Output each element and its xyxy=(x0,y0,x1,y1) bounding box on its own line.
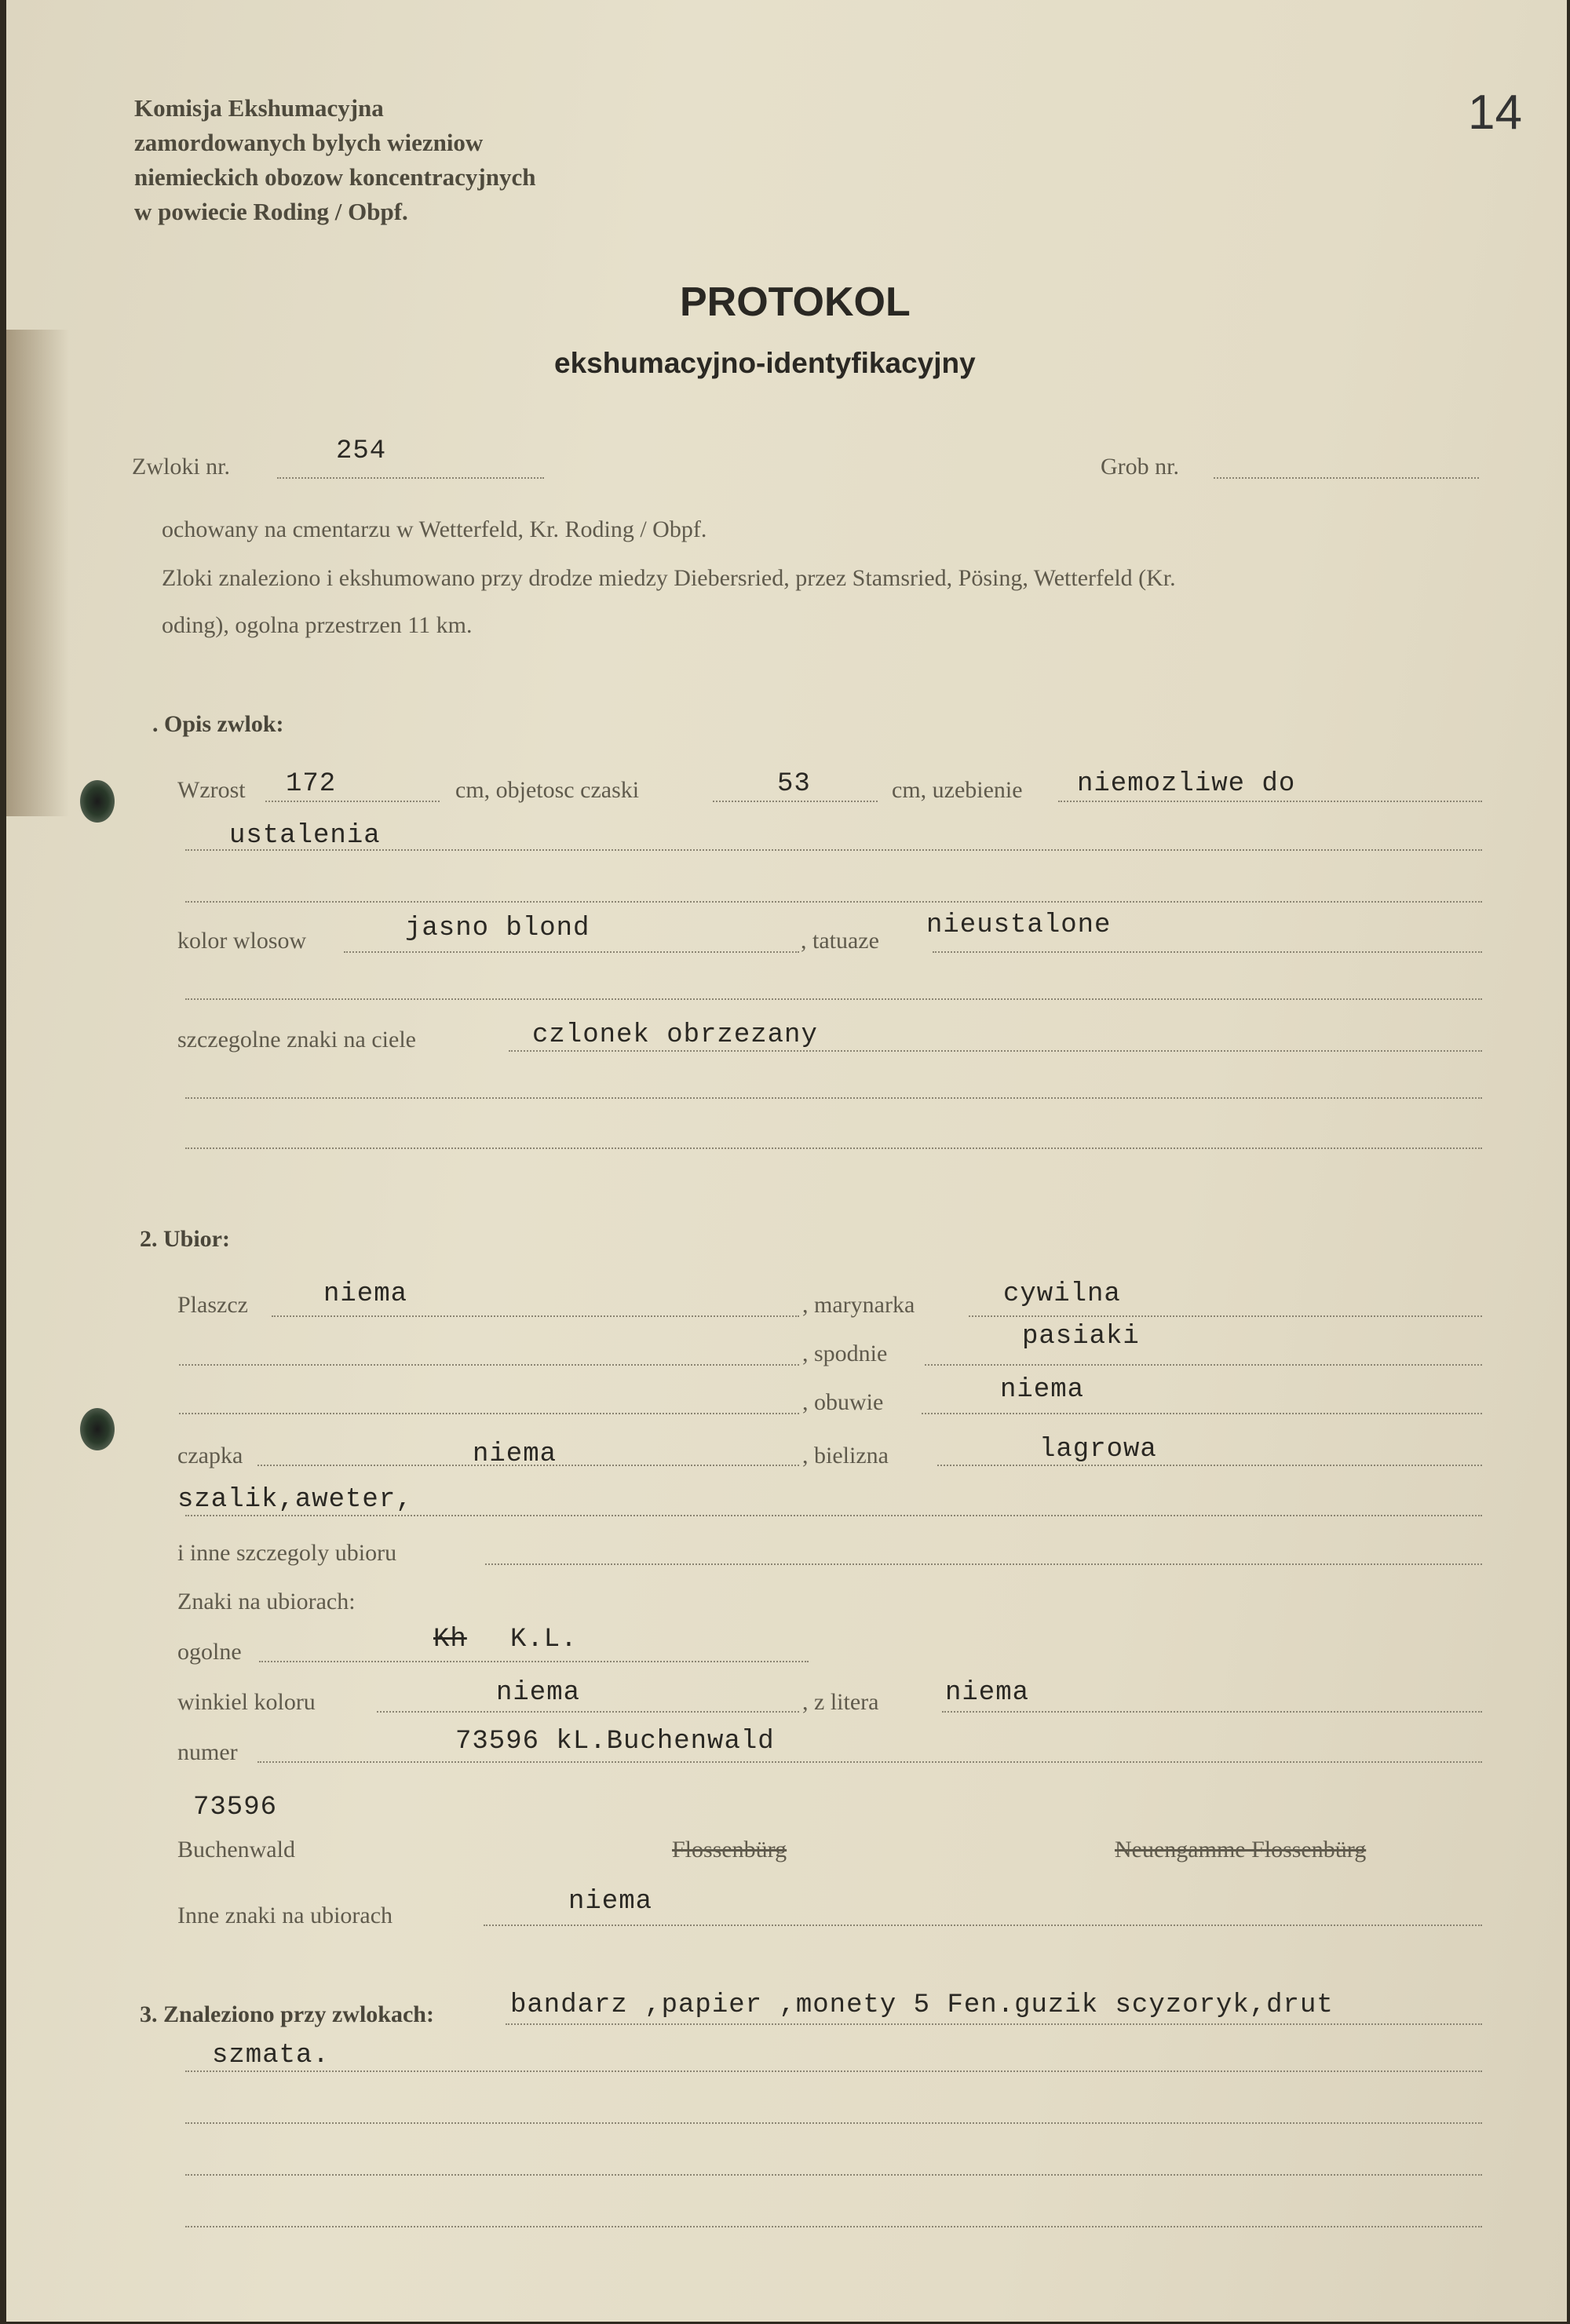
spodnie-value: pasiaki xyxy=(1022,1322,1140,1352)
extra-clothing-line xyxy=(185,1515,1482,1516)
punch-hole-bottom xyxy=(80,1408,115,1450)
buchenwald-label: Buchenwald xyxy=(177,1837,295,1862)
row-line-obuwie xyxy=(179,1413,799,1414)
inne-szczegoly-label: i inne szczegoly ubioru xyxy=(177,1540,397,1566)
zwloki-line xyxy=(277,477,544,479)
winkiel-value: niema xyxy=(496,1678,581,1708)
litera-label: , z litera xyxy=(802,1689,879,1715)
numer-line xyxy=(257,1761,1482,1763)
grob-label: Grob nr. xyxy=(1101,454,1179,480)
section3-line-5 xyxy=(185,2226,1482,2227)
blank-line-3 xyxy=(185,1097,1482,1099)
marynarka-line xyxy=(969,1315,1482,1317)
row-line-spodnie xyxy=(179,1364,799,1366)
marynarka-value: cywilna xyxy=(1003,1279,1121,1309)
blank-line-1 xyxy=(185,901,1482,903)
uzebienie-label: cm, uzebienie xyxy=(892,777,1023,803)
section3-value-1: bandarz ,papier ,monety 5 Fen.guzik scyzoryk,drut xyxy=(510,1990,1334,2020)
wzrost-label: Wzrost xyxy=(177,777,246,803)
section3-line-2 xyxy=(185,2070,1482,2072)
plaszcz-label: Plaszcz xyxy=(177,1292,248,1318)
paper-stain xyxy=(6,330,69,816)
found-line-1: Zloki znaleziono i ekshumowano przy drodze miedzy Diebersried, przez Stamsried, Pösing, Wetterfeld (Kr. xyxy=(162,565,1176,591)
kolor-value: jasno blond xyxy=(405,914,590,943)
znaki-na-ubiorach-label: Znaki na ubiorach: xyxy=(177,1589,356,1614)
czaszka-label: cm, objetosc czaski xyxy=(455,777,640,803)
uzebienie-line-2 xyxy=(185,849,1482,851)
czapka-value: niema xyxy=(473,1439,557,1469)
section1-heading: . Opis zwlok: xyxy=(152,711,284,737)
ogolne-strike: Kh xyxy=(433,1625,467,1655)
czapka-label: czapka xyxy=(177,1443,243,1468)
section3-line-1 xyxy=(506,2023,1482,2025)
header-line-2: zamordowanych bylych wiezniow xyxy=(134,129,484,156)
spodnie-line xyxy=(925,1364,1482,1366)
section2-heading: 2. Ubior: xyxy=(140,1226,230,1252)
tatuaze-line xyxy=(933,951,1482,953)
winkiel-label: winkiel koloru xyxy=(177,1689,316,1715)
winkiel-line xyxy=(377,1711,799,1713)
found-line-2: oding), ogolna przestrzen 11 km. xyxy=(162,612,473,638)
ogolne-line xyxy=(259,1661,809,1662)
litera-value: niema xyxy=(945,1678,1030,1708)
plaszcz-value: niema xyxy=(323,1279,408,1309)
document-sheet xyxy=(6,0,1567,2322)
page-number: 14 xyxy=(1468,86,1522,140)
uzebienie-continued: ustalenia xyxy=(229,821,381,851)
czaszka-line xyxy=(713,801,878,802)
section3-line-3 xyxy=(185,2122,1482,2124)
blank-line-4 xyxy=(185,1147,1482,1149)
znaki-value: czlonek obrzezany xyxy=(532,1020,818,1050)
plaszcz-line xyxy=(272,1315,799,1317)
zwloki-value: 254 xyxy=(336,436,387,466)
section3-value-2: szmata. xyxy=(212,2041,330,2070)
numer-value: 73596 kL.Buchenwald xyxy=(455,1727,775,1757)
header-line-3: niemieckich obozow koncentracyjnych xyxy=(134,163,536,191)
flossenburg-label-2: Neuengamme Flossenbürg xyxy=(1115,1837,1367,1862)
extra-clothing-value: szalik,aweter, xyxy=(177,1485,413,1515)
document-subtitle: ekshumacyjno-identyfikacyjny xyxy=(554,347,976,379)
wzrost-line xyxy=(265,801,440,802)
numer-label: numer xyxy=(177,1739,238,1765)
znaki-label: szczegolne znaki na ciele xyxy=(177,1027,416,1053)
znaki-line xyxy=(509,1050,1482,1052)
bielizna-label: , bielizna xyxy=(802,1443,889,1468)
inne-znaki-value: niema xyxy=(568,1887,653,1917)
litera-line xyxy=(942,1711,1482,1713)
document-title: PROTOKOL xyxy=(680,279,911,325)
zwloki-label: Zwloki nr. xyxy=(132,454,230,480)
section3-line-4 xyxy=(185,2174,1482,2176)
inne-znaki-line xyxy=(484,1925,1482,1926)
header-line-4: w powiecie Roding / Obpf. xyxy=(134,198,408,225)
bielizna-line xyxy=(937,1465,1482,1466)
section3-heading: 3. Znaleziono przy zwlokach: xyxy=(140,2001,434,2027)
obuwie-line xyxy=(922,1413,1482,1414)
kolor-label: kolor wlosow xyxy=(177,928,307,954)
punch-hole-top xyxy=(80,780,115,823)
ogolne-label: ogolne xyxy=(177,1639,242,1665)
obuwie-value: niema xyxy=(1000,1375,1085,1405)
kolor-line xyxy=(344,951,799,953)
wzrost-value: 172 xyxy=(286,769,337,799)
czaszka-value: 53 xyxy=(777,769,811,799)
tatuaze-value: nieustalone xyxy=(926,910,1112,940)
obuwie-label: , obuwie xyxy=(802,1389,884,1415)
burial-line: ochowany na cmentarzu w Wetterfeld, Kr. Roding / Obpf. xyxy=(162,516,707,542)
flossenburg-label-1: Flossenbürg xyxy=(672,1837,787,1862)
bielizna-value: lagrowa xyxy=(1039,1435,1157,1465)
inne-szczegoly-line xyxy=(485,1563,1482,1565)
uzebienie-line xyxy=(1058,801,1482,802)
inne-znaki-label: Inne znaki na ubiorach xyxy=(177,1903,393,1928)
ogolne-value: K.L. xyxy=(510,1625,578,1655)
blank-line-2 xyxy=(185,998,1482,1000)
numer-extra-value: 73596 xyxy=(193,1793,278,1822)
grob-line xyxy=(1214,477,1479,479)
spodnie-label: , spodnie xyxy=(802,1341,888,1366)
tatuaze-label: , tatuaze xyxy=(801,928,879,954)
marynarka-label: , marynarka xyxy=(802,1292,915,1318)
uzebienie-value: niemozliwe do xyxy=(1077,769,1296,799)
header-line-1: Komisja Ekshumacyjna xyxy=(134,94,384,122)
